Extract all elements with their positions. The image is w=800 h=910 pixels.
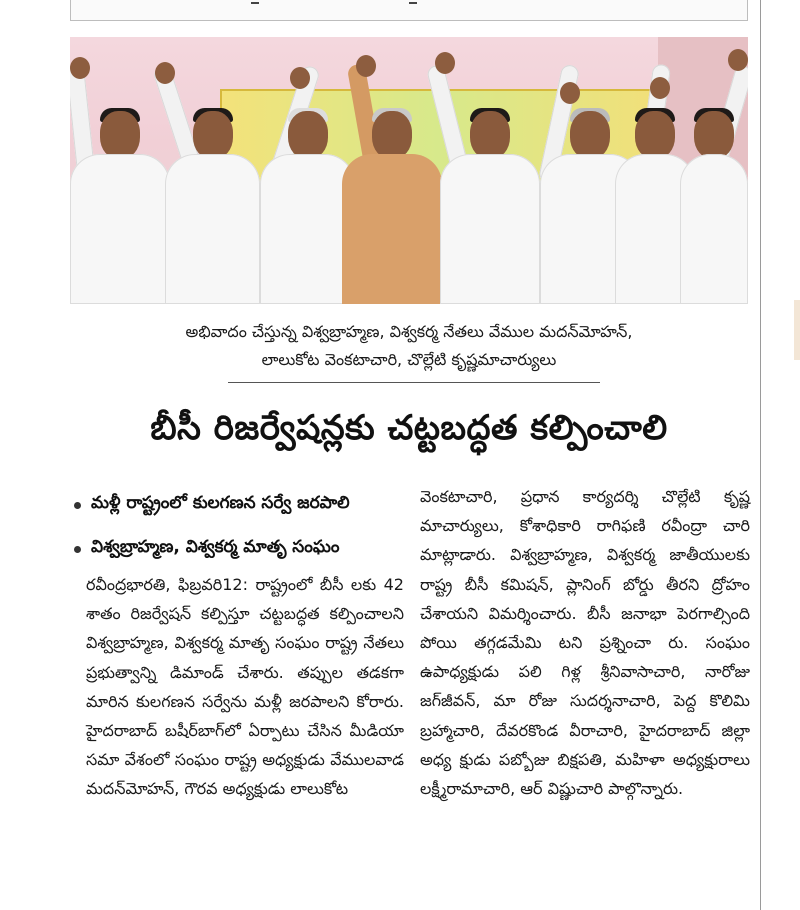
news-photo [70,37,748,304]
fragment-mark [251,2,259,4]
article-column-1 [86,570,404,804]
caption-rule [228,382,600,383]
adjacent-column-edge [760,0,800,910]
person-5 [440,37,540,304]
bullet-dot [74,502,81,509]
person-8 [680,37,748,304]
article-column-2 [420,482,750,803]
column-divider [760,0,761,910]
bullet-dot [74,546,81,553]
adjacent-shade [794,300,800,360]
bullet-text: విశ్వబ్రాహ్మణ, విశ్వకర్మ మాతృ సంఘం [91,537,340,557]
caption-line-1: అభివాదం చేస్తున్న విశ్వబ్రాహ్మణ, విశ్వకర్మ నేతలు వేముల మదన్‌మోహన్, [185,322,633,341]
fragment-mark [409,2,417,4]
bullet-text: మళ్లీ రాష్ట్రంలో కులగణన సర్వే జరపాలి [91,493,350,513]
bullet-list [70,483,410,571]
person-2 [165,37,260,304]
bullet-item [70,483,410,527]
previous-article-box [70,0,748,21]
article-paragraph: రవీంద్రభారతి, ఫిబ్రవరి12: రాష్ట్రంలో బీసీ లకు 42 శాతం రిజర్వేషన్ కల్పిస్తూ చట్టబద్ధత కల్పించాలని విశ్వబ్రాహ్మణ, విశ్వకర్మ మాతృ సంఘం రాష్ట్ర నేతలు ప్రభుత్వాన్ని డిమాండ్ చేశారు. తప్పుల తడకగా మారిన కులగణన సర్వేను మళ్లీ జరపాలని కోరారు. హైదరాబాద్ బషీర్‌బాగ్‌లో ఏర్పాటు చేసిన మీడియా సమా వేశంలో సంఘం రాష్ట్ర అధ్యక్షుడు వేములవాడ మదన్‌మోహన్, గౌరవ అధ్యక్షుడు లాలుకోట [86,575,404,799]
bullet-item [70,527,410,571]
person-4 [342,37,442,304]
article-paragraph: వెంకటాచారి, ప్రధాన కార్యదర్శి చొల్లేటి కృష్ణ మాచార్యులు, కోశాధికారి రాగిఫణి రవీంద్రా చారి మాట్లాడారు. విశ్వబ్రాహ్మణ, విశ్వకర్మ జాతీయులకు రాష్ట్ర బీసీ కమిషన్, ప్లానింగ్ బోర్డు తీరని ద్రోహం చేశాయని విమర్శించారు. బీసీ జనాభా పెరగాల్సింది పోయి తగ్గడమేమి టని ప్రశ్నించా రు. సంఘం ఉపాధ్యక్షుడు పలి గిళ్ల శ్రీనివాసాచారి, నారోజు జగ్‌జీవన్, మా రోజు సుదర్శనాచారి, పెద్ద కొలిమి బ్రహ్మాచారి, దేవరకొండ వీరాచారి, హైదరాబాద్ జిల్లా అధ్య క్షుడు పబ్బోజు బిక్షపతి, మహిళా అధ్యక్షురాలు లక్ష్మీరామాచారి, ఆర్ విష్ణుచారి పాల్గొన్నారు. [420,487,750,799]
caption-line-2: లాలుకోట వెంకటాచారి, చొల్లేటి కృష్ణమాచార్యులు [261,350,557,369]
photo-caption [70,318,748,374]
headline: బీసీ రిజర్వేషన్లకు చట్టబద్ధత కల్పించాలి [150,408,668,448]
person-3 [260,37,355,304]
